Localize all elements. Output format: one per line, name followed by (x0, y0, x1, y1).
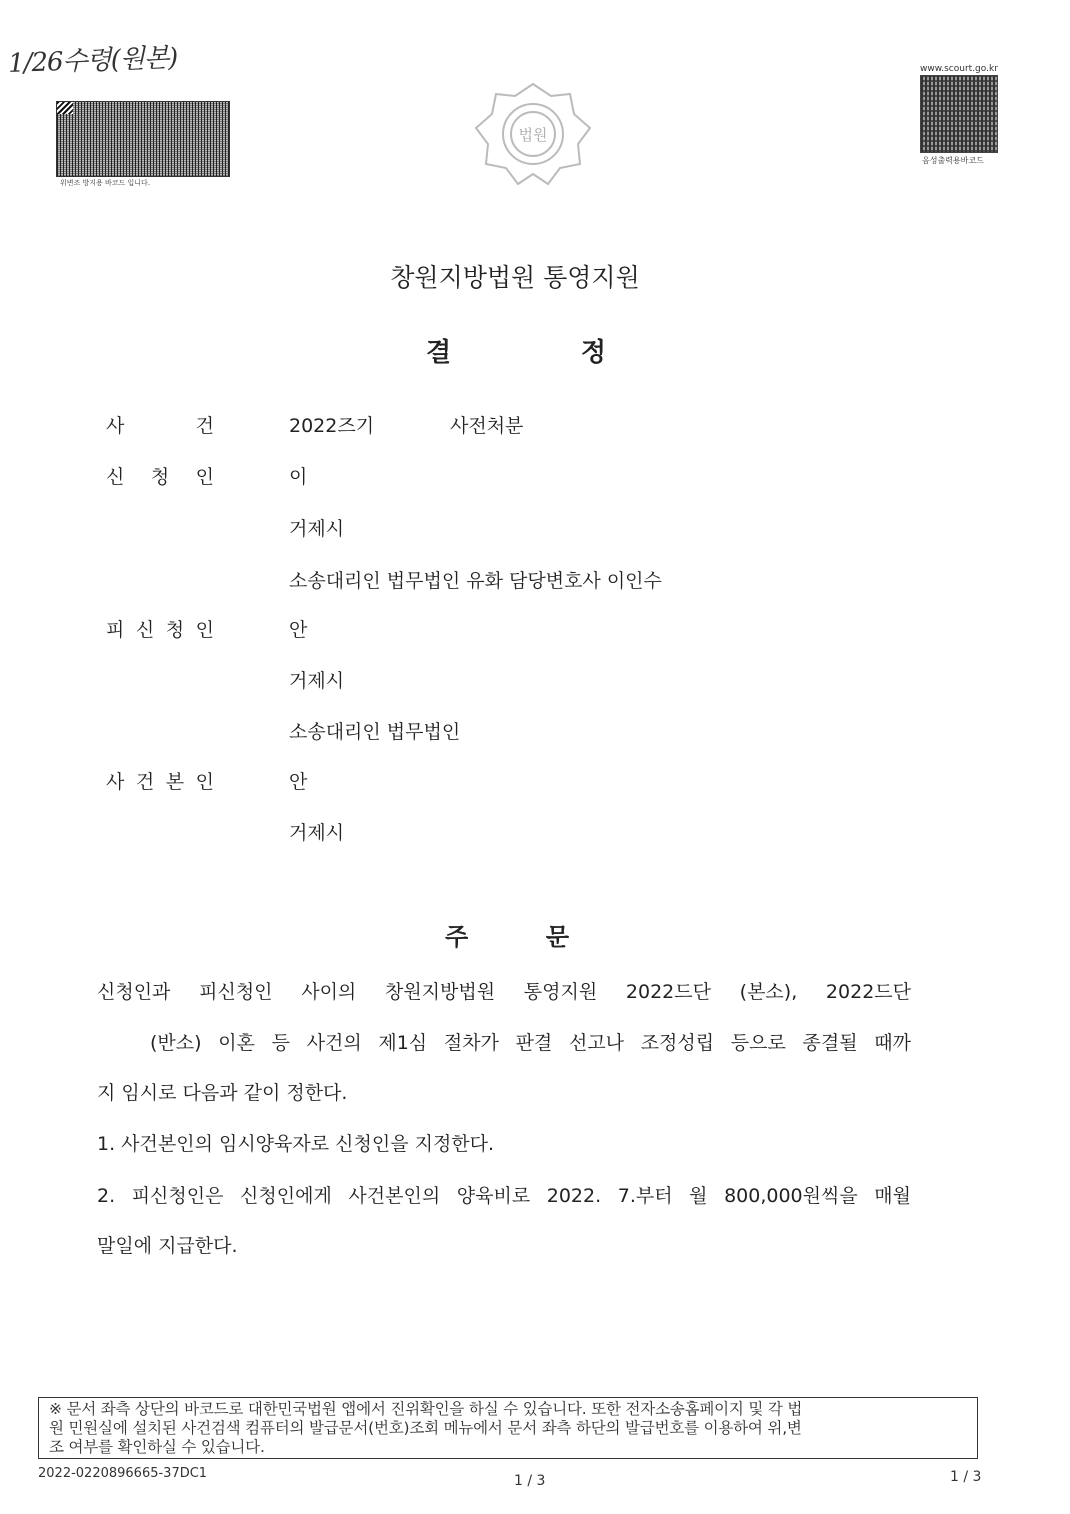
principal-name: 안 (289, 771, 308, 793)
verification-notice (38, 1397, 978, 1459)
order-paragraph-line: 지 임시로 다음과 같이 정한다. (97, 1082, 348, 1104)
label-char: 인 (195, 466, 214, 488)
principal-address: 거제시 (289, 822, 345, 844)
issue-number: 2022-0220896665-37DC1 (38, 1466, 208, 1481)
label-char: 신 (135, 619, 155, 641)
order-paragraph-line: 신청인과 피신청인 사이의 창원지방법원 통영지원 2022드단 (본소), 2022드단 (97, 981, 911, 1003)
page-number-right: 1 / 3 (950, 1469, 982, 1485)
label-char: 본 (165, 771, 185, 793)
applicant-label (106, 462, 214, 489)
principal-label (106, 767, 214, 794)
order-item-1: 1. 사건본인의 임시양육자로 신청인을 지정한다. (97, 1133, 495, 1155)
anti-forgery-barcode (56, 101, 230, 177)
order-title (445, 917, 569, 952)
handwritten-receipt-note: 1/26수령(원본) (7, 43, 178, 79)
case-name: 사전처분 (450, 415, 524, 437)
voice-output-barcode (920, 75, 998, 153)
respondent-name: 안 (289, 619, 308, 641)
applicant-attorney: 소송대리인 법무법인 유화 담당변호사 이인수 (289, 570, 662, 592)
respondent-address: 거제시 (289, 670, 345, 692)
respondent-attorney: 소송대리인 법무법인 (289, 721, 461, 743)
order-title-char: 주 (445, 923, 469, 951)
label-char: 사 (106, 771, 125, 793)
respondent-label (106, 615, 214, 642)
label-char: 사 (106, 415, 125, 437)
barcode-caption: 위변조 방지용 바코드 입니다. (60, 179, 151, 187)
order-item-2-continued: 말일에 지급한다. (97, 1235, 238, 1257)
label-char: 청 (165, 619, 185, 641)
site-url: www.scourt.go.kr (920, 64, 998, 74)
court-seal-emblem (470, 78, 596, 188)
label-char: 인 (195, 619, 214, 641)
notice-line: 원 민원실에 설치된 사건검색 컴퓨터의 발급문서(번호)조회 메뉴에서 문서 좌측 하단의 발급번호를 이용하여 위,변 (49, 1419, 802, 1437)
order-paragraph-line: (반소) 이혼 등 사건의 제1심 절차가 판결 선고나 조정성립 등으로 종결될 때까 (150, 1032, 911, 1054)
seal-text: 법원 (518, 126, 548, 144)
order-item-2: 2. 피신청인은 신청인에게 사건본인의 양육비로 2022. 7.부터 월 800,000원씩을 매월 (97, 1185, 911, 1207)
label-char: 청 (150, 466, 170, 488)
qr-caption: 음성출력용바코드 (922, 156, 984, 165)
case-label (106, 411, 214, 438)
title-char: 결 (426, 338, 452, 368)
notice-line: ※ 문서 좌측 상단의 바코드로 대한민국법원 앱에서 진위확인을 하실 수 있습니다. 또한 전자소송홈페이지 및 각 법 (49, 1400, 803, 1418)
case-number: 2022즈기 (289, 415, 375, 437)
label-char: 인 (195, 771, 214, 793)
label-char: 건 (135, 771, 155, 793)
notice-line: 조 여부를 확인하실 수 있습니다. (49, 1438, 265, 1456)
page-number-center: 1 / 3 (514, 1473, 546, 1489)
applicant-address: 거제시 (289, 518, 345, 540)
order-title-char: 문 (545, 923, 569, 951)
label-char: 건 (195, 415, 214, 437)
document-title (426, 332, 606, 369)
title-char: 정 (580, 338, 606, 368)
label-char: 신 (106, 466, 125, 488)
applicant-name: 이 (289, 466, 308, 488)
label-char: 피 (106, 619, 125, 641)
court-name: 창원지방법원 통영지원 (390, 263, 640, 292)
